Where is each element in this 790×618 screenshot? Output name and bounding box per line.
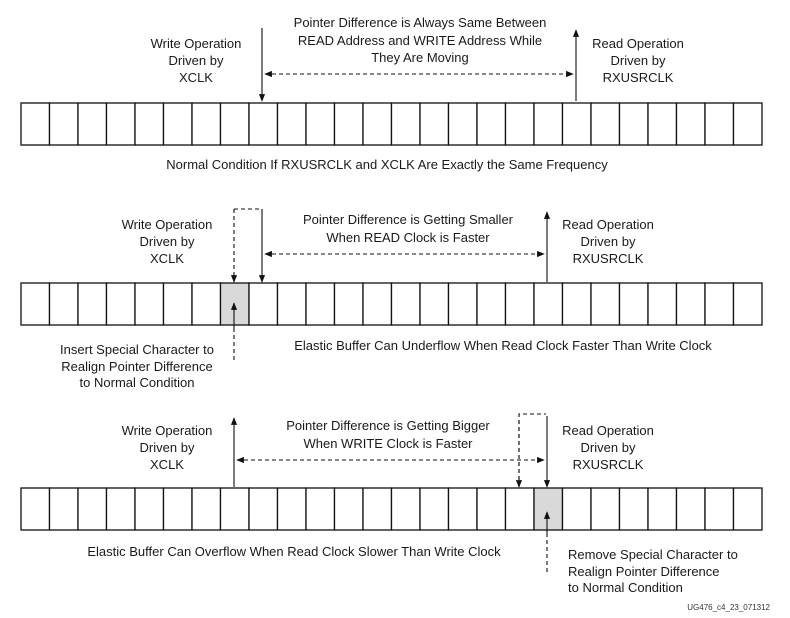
panel-overflow [21,414,762,595]
buffer-cell [278,283,307,325]
buffer-cell [107,283,136,325]
buffer-cell [420,488,449,530]
read-label-2-line-3: RXUSRCLK [572,251,644,266]
insert-bracket-top-2 [234,209,262,212]
buffer-cell [705,283,734,325]
buffer-cell [506,488,535,530]
write-label-2-line-3: XCLK [150,251,184,266]
write-label-3-line-3: XCLK [150,457,184,472]
special-character-cell [534,488,563,530]
caption-3: Elastic Buffer Can Overflow When Read Clock Slower Than Write Clock [87,544,501,559]
buffer-cell [21,283,50,325]
buffer-cell [648,103,677,145]
buffer-cell [477,103,506,145]
buffer-cell [591,283,620,325]
read-label-3-line-3: RXUSRCLK [572,457,644,472]
buffer-cell [335,488,364,530]
difference-label-1-line-1: Pointer Difference is Always Same Between [293,15,547,30]
buffer-cell [620,103,649,145]
remove-bracket-top-3 [519,414,546,487]
buffer-cell [563,103,592,145]
read-label-1-line-1: Read Operation [592,36,684,51]
special-character-cell [221,283,250,325]
buffer-cell [306,103,335,145]
write-label-1-line-3: XCLK [179,70,213,85]
write-label-3-line-1: Write Operation [121,423,213,438]
buffer-cell [506,283,535,325]
insert-label-line-3: to Normal Condition [79,375,195,390]
read-label-3-line-1: Read Operation [562,423,654,438]
buffer-cell [249,283,278,325]
buffer-cell [563,488,592,530]
buffer-cell [534,103,563,145]
buffer-cell [50,488,79,530]
buffer-cell [449,103,478,145]
buffer-cell [306,488,335,530]
buffer-cell [563,283,592,325]
buffer-cell [648,283,677,325]
read-label-2-line-1: Read Operation [562,217,654,232]
write-label-3-line-2: Driven by [139,440,195,455]
buffer-cell [449,488,478,530]
buffer-cell [392,103,421,145]
buffer-cell [192,103,221,145]
buffer-cell [278,103,307,145]
write-label-1-line-1: Write Operation [150,36,242,51]
buffer-cell [392,488,421,530]
buffer-cell [677,488,706,530]
buffer-cell [363,103,392,145]
buffer-cell [221,103,250,145]
buffer-cell [420,103,449,145]
buffer-row-2 [21,283,762,325]
buffer-cell [363,283,392,325]
buffer-cell [363,488,392,530]
buffer-cell [78,103,107,145]
buffer-cell [335,103,364,145]
difference-label-3-line-2: When WRITE Clock is Faster [303,436,473,451]
difference-label-1-line-3: They Are Moving [371,50,469,65]
buffer-cell [50,283,79,325]
buffer-cell [192,283,221,325]
buffer-cell [677,283,706,325]
buffer-cell [705,488,734,530]
remove-label-line-1: Remove Special Character to [568,547,738,562]
buffer-cell [506,103,535,145]
buffer-cell [734,283,763,325]
write-label-2-line-1: Write Operation [121,217,213,232]
buffer-cell [734,103,763,145]
write-label-1-line-2: Driven by [168,53,224,68]
buffer-cell [392,283,421,325]
buffer-cell [648,488,677,530]
panel-normal-condition [21,15,762,172]
buffer-cell [192,488,221,530]
write-label-2-line-2: Driven by [139,234,195,249]
read-label-3-line-2: Driven by [580,440,636,455]
buffer-row-1 [21,103,762,145]
buffer-cell [620,283,649,325]
buffer-cell [477,488,506,530]
panel-underflow [21,209,762,390]
buffer-cell [221,488,250,530]
difference-label-2-line-1: Pointer Difference is Getting Smaller [302,212,514,227]
buffer-cell [420,283,449,325]
caption-2: Elastic Buffer Can Underflow When Read Clock Faster Than Write Clock [294,338,712,353]
buffer-cell [534,283,563,325]
buffer-cell [135,283,164,325]
buffer-row-3 [21,488,762,530]
read-label-1-line-3: RXUSRCLK [602,70,674,85]
buffer-cell [107,103,136,145]
insert-label-line-1: Insert Special Character to [60,342,214,357]
buffer-cell [135,488,164,530]
buffer-cell [164,488,193,530]
insert-label-line-2: Realign Pointer Difference [61,359,213,374]
buffer-cell [278,488,307,530]
buffer-cell [50,103,79,145]
buffer-cell [620,488,649,530]
buffer-cell [249,103,278,145]
read-label-1-line-2: Driven by [610,53,666,68]
remove-label-line-2: Realign Pointer Difference [568,564,720,579]
buffer-cell [734,488,763,530]
buffer-cell [21,103,50,145]
buffer-cell [78,488,107,530]
buffer-cell [164,103,193,145]
buffer-cell [107,488,136,530]
buffer-cell [306,283,335,325]
buffer-cell [21,488,50,530]
figure-id: UG476_c4_23_071312 [687,603,770,612]
difference-label-3-line-1: Pointer Difference is Getting Bigger [286,418,490,433]
buffer-cell [677,103,706,145]
difference-label-2-line-2: When READ Clock is Faster [326,230,490,245]
buffer-cell [591,103,620,145]
remove-label-line-3: to Normal Condition [568,580,683,595]
buffer-cell [78,283,107,325]
buffer-cell [335,283,364,325]
buffer-cell [705,103,734,145]
buffer-cell [477,283,506,325]
buffer-cell [135,103,164,145]
read-label-2-line-2: Driven by [580,234,636,249]
buffer-cell [164,283,193,325]
buffer-cell [591,488,620,530]
buffer-cell [449,283,478,325]
caption-1: Normal Condition If RXUSRCLK and XCLK Are Exactly the Same Frequency [166,157,608,172]
difference-label-1-line-2: READ Address and WRITE Address While [297,33,543,48]
buffer-cell [249,488,278,530]
